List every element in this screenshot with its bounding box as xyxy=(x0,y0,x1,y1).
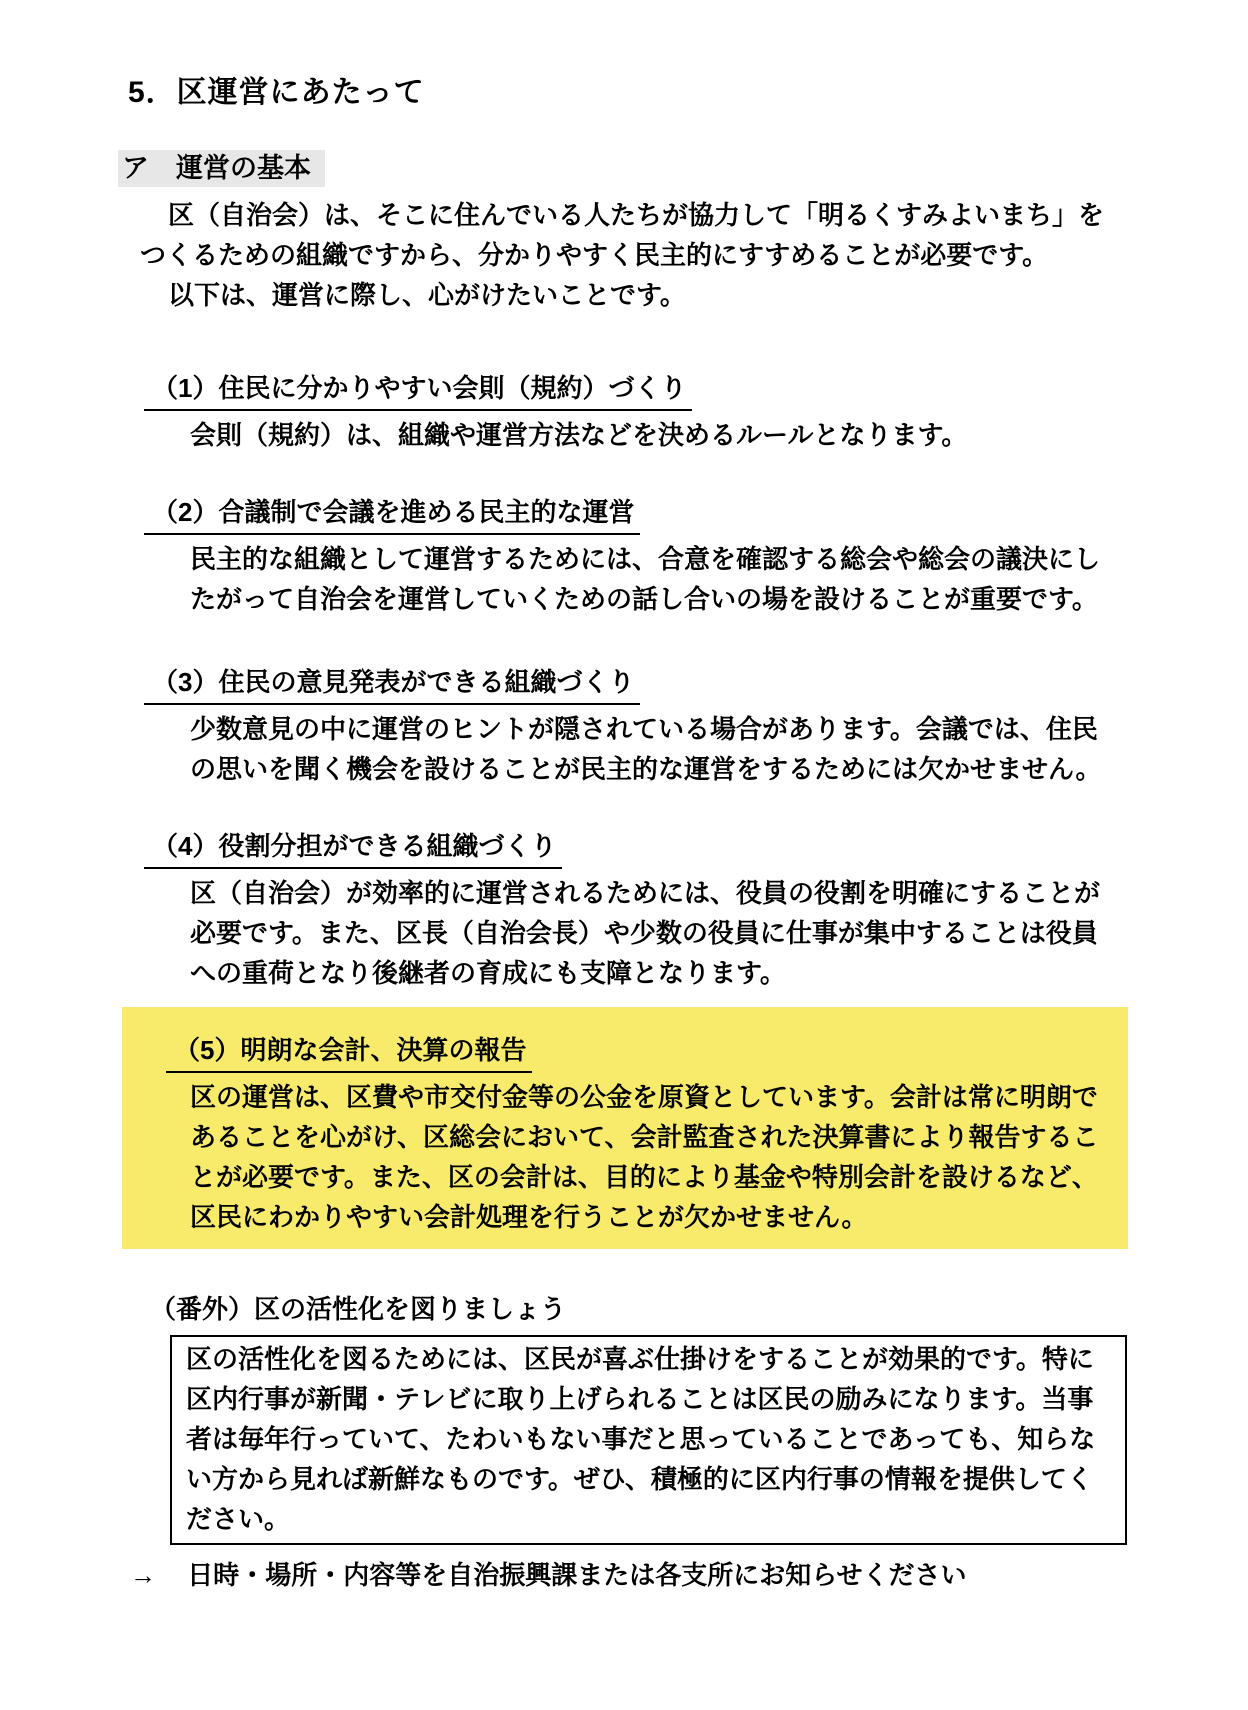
section-4-heading-row xyxy=(144,827,1248,873)
section-4-body-line: への重荷となり後継者の育成にも支障となります。 xyxy=(190,958,786,988)
activation-info-box xyxy=(170,1335,1127,1545)
info-box-line: い方から見れば新鮮なものです。ぜひ、積極的に区内行事の情報を提供してく xyxy=(186,1464,1093,1494)
section-5-body-line: 区民にわかりやすい会計処理を行うことが欠かせません。 xyxy=(190,1202,868,1232)
section-2-heading: （2）合議制で会議を進める民主的な運営 xyxy=(144,493,640,535)
section-4-body-line: 必要です。また、区長（自治会長）や少数の役員に仕事が集中することは役員 xyxy=(190,918,1098,948)
section-5-body-line: とが必要です。また、区の会計は、目的により基金や特別会計を設けるなど、 xyxy=(190,1162,1098,1192)
section-5-heading: （5）明朗な会計、決算の報告 xyxy=(166,1031,532,1073)
section-1-body-line: 会則（規約）は、組織や運営方法などを決めるルールとなります。 xyxy=(190,420,968,450)
section-4-heading: （4）役割分担ができる組織づくり xyxy=(144,827,562,869)
contact-note xyxy=(130,1555,1248,1595)
section-1-heading-row xyxy=(144,369,1248,415)
info-box-line: 区の活性化を図るためには、区民が喜ぶ仕掛けをすることが効果的です。特に xyxy=(186,1344,1094,1374)
basics-heading-row xyxy=(118,150,1248,187)
section-3-body-line: の思いを聞く機会を設けることが民主的な運営をするためには欠かせません。 xyxy=(190,754,1102,784)
intro-line: 区（自治会）は、そこに住んでいる人たちが協力して「明るくすみよいまち」を xyxy=(168,200,1105,230)
section-2-body-line: 民主的な組織として運営するためには、合意を確認する総会や総会の議決にし xyxy=(190,544,1101,574)
intro-paragraph xyxy=(0,195,1248,315)
section-3-body-line: 少数意見の中に運営のヒントが隠されている場合があります。会議では、住民 xyxy=(190,714,1098,744)
section-5-heading-row xyxy=(166,1031,1128,1077)
intro-line: 以下は、運営に際し、心がけたいことです。 xyxy=(168,280,686,310)
arrow-icon: → xyxy=(130,1560,156,1590)
info-box-line: ださい。 xyxy=(186,1504,291,1534)
section-4-body-line: 区（自治会）が効率的に運営されるためには、役員の役割を明確にすることが xyxy=(190,878,1101,908)
extra-section-heading: （番外）区の活性化を図りましょう xyxy=(150,1294,567,1324)
section-5-highlight-block xyxy=(122,1007,1128,1249)
section-2-body-line: たがって自治会を運営していくための話し合いの場を設けることが重要です。 xyxy=(190,584,1098,614)
section-3 xyxy=(0,663,1248,789)
section-1 xyxy=(0,369,1248,455)
contact-note-text: 日時・場所・内容等を自治振興課または各支所にお知らせください xyxy=(187,1560,967,1590)
section-3-heading: （3）住民の意見発表ができる組織づくり xyxy=(144,663,640,705)
info-box-line: 区内行事が新聞・テレビに取り上げられることは区民の励みになります。当事 xyxy=(186,1384,1094,1414)
info-box-line: 者は毎年行っていて、たわいもない事だと思っていることであっても、知らな xyxy=(186,1424,1096,1454)
section-2-heading-row xyxy=(144,493,1248,539)
section-4 xyxy=(0,827,1248,993)
intro-line: つくるための組織ですから、分かりやすく民主的にすすめることが必要です。 xyxy=(140,240,1049,270)
basics-heading-label: ア 運営の基本 xyxy=(118,150,325,187)
section-2 xyxy=(0,493,1248,619)
section-1-heading: （1）住民に分かりやすい会則（規約）づくり xyxy=(144,369,692,411)
section-5-body-line: あることを心がけ、区総会において、会計監査された決算書により報告するこ xyxy=(190,1122,1099,1152)
section-5-body-line: 区の運営は、区費や市交付金等の公金を原資としています。会計は常に明朗で xyxy=(190,1082,1098,1112)
section-3-heading-row xyxy=(144,663,1248,709)
page-title: 5．区運営にあたって xyxy=(128,76,425,109)
